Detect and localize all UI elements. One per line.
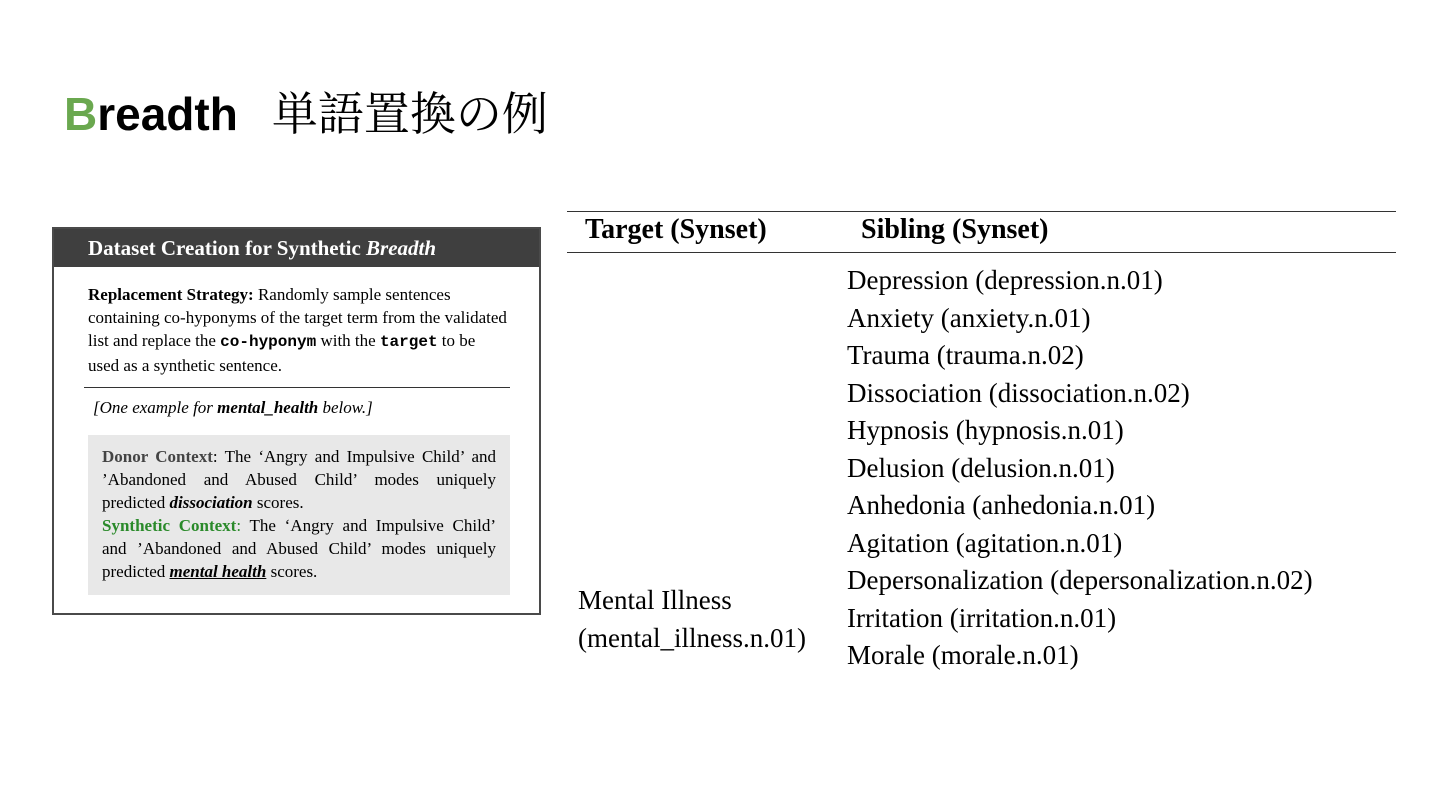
table-header <box>567 212 1396 252</box>
strategy-code-cohyponym: co-hyponym <box>220 333 317 351</box>
sibling-item: Anhedonia (anhedonia.n.01) <box>847 490 1156 520</box>
divider <box>84 387 510 388</box>
page-title <box>64 84 548 144</box>
sibling-item: Hypnosis (hypnosis.n.01) <box>847 415 1124 445</box>
donor-text: : The ‘Angry and Impulsive Child’ and ’Abandoned and Abused Child’ modes uniquely predicted <box>102 447 496 512</box>
header-target: Target (Synset) <box>585 214 767 245</box>
synthetic-text: The ‘Angry and Impulsive Child’ and ’Abandoned and Abused Child’ modes uniquely predicted <box>102 516 496 581</box>
strategy-text-1: Randomly sample sentences containing co-hyponyms of the target term from the validated list and replace the <box>88 285 507 350</box>
sibling-item: Agitation (agitation.n.01) <box>847 527 1123 558</box>
title-accent-letter: B <box>64 88 98 140</box>
donor-context <box>102 445 496 514</box>
target-synset: (mental_illness.n.01) <box>578 623 806 653</box>
synthetic-colon: : <box>236 516 242 535</box>
example-term: mental_health <box>217 398 319 417</box>
box-header <box>54 229 539 267</box>
sibling-item: Trauma (trauma.n.02) <box>847 340 1084 370</box>
strategy-text-3: to be used as a synthetic sentence. <box>88 331 476 375</box>
synthetic-term: mental health <box>169 562 267 581</box>
sibling-list <box>847 262 1313 675</box>
example-prefix: [One example for <box>93 398 218 417</box>
dataset-creation-box <box>52 227 541 615</box>
title-japanese: 単語置換の例 <box>271 87 548 141</box>
box-body <box>54 267 539 595</box>
synthetic-context <box>102 514 496 583</box>
sibling-item: Dissociation (dissociation.n.02) <box>847 377 1190 408</box>
box-header-italic: Breadth <box>366 236 437 260</box>
sibling-item: Morale (morale.n.01) <box>847 640 1079 670</box>
replacement-strategy <box>88 283 507 377</box>
donor-term: dissociation <box>169 493 253 512</box>
title-english: readth <box>97 88 238 140</box>
context-panel <box>88 435 510 595</box>
strategy-label: Replacement Strategy: <box>88 285 254 304</box>
sibling-item: Depersonalization (depersonalization.n.02) <box>847 565 1313 595</box>
table-body <box>567 253 1396 673</box>
sibling-item: Delusion (delusion.n.01) <box>847 452 1115 483</box>
synset-table <box>567 211 1396 673</box>
sibling-item: Anxiety (anxiety.n.01) <box>847 302 1091 333</box>
synthetic-label: Synthetic Context <box>102 516 237 535</box>
donor-label: Donor Context <box>102 447 213 466</box>
strategy-code-target: target <box>379 333 438 351</box>
box-header-text: Dataset Creation for Synthetic <box>88 236 367 260</box>
target-name: Mental Illness <box>578 585 732 615</box>
header-sibling: Sibling (Synset) <box>861 214 1049 245</box>
donor-end: scores. <box>252 493 304 512</box>
target-cell <box>578 581 806 657</box>
sibling-item: Irritation (irritation.n.01) <box>847 602 1117 633</box>
sibling-item: Depression (depression.n.01) <box>847 265 1163 295</box>
strategy-text-2: with the <box>316 331 380 350</box>
example-line <box>88 396 507 419</box>
synthetic-end: scores. <box>266 562 318 581</box>
example-suffix: below.] <box>318 398 373 417</box>
